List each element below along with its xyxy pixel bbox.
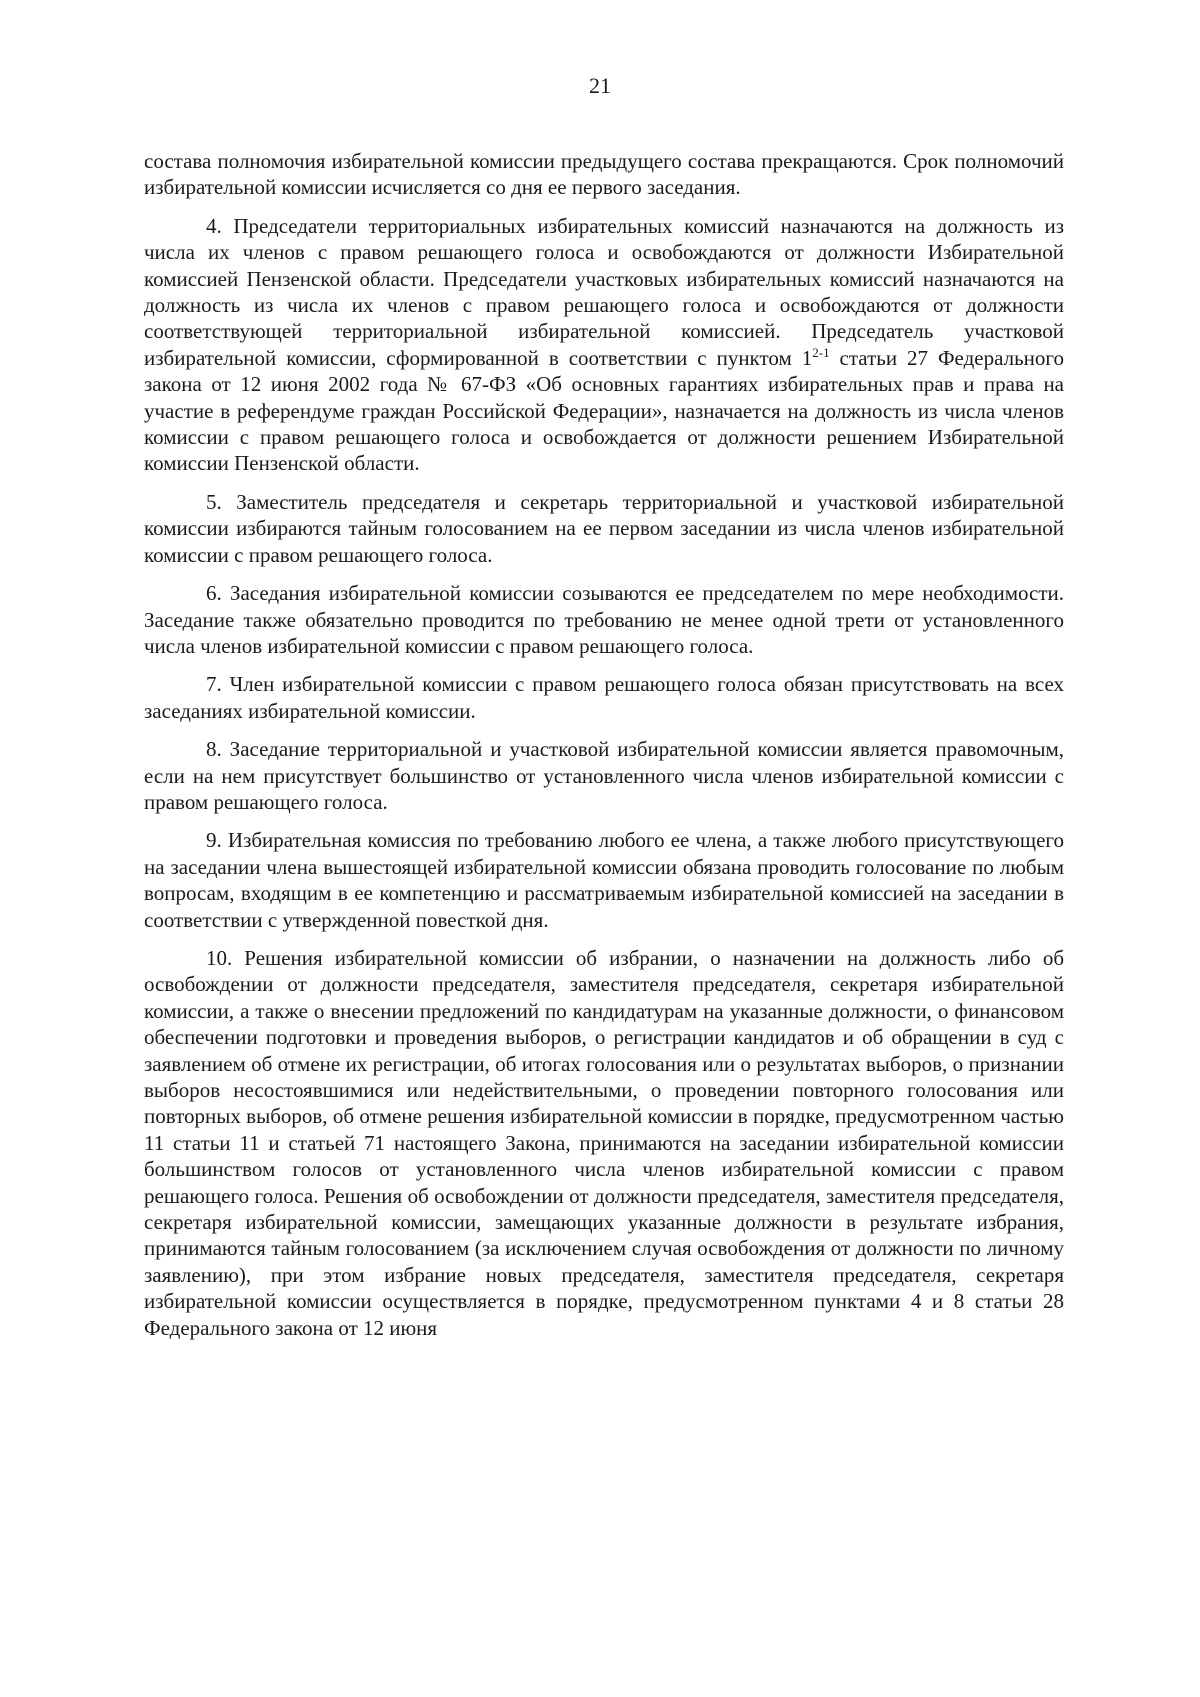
paragraph-4-text-start: 4. Председатели территориальных избирательных комиссий назначаются на должность из числа их членов с правом решающего голоса и освобождаются от должности Избирательной комиссией Пензенской области. Председатели участковых избирательных комиссий назначаются на должность из числа их членов с правом решающего голоса и освобождаются от должности соответствующей территориальной избирательной комиссией. Председатель участковой избирательной комиссии, сформированной в соответствии с пунктом 1: [144, 213, 1064, 370]
paragraph-4: [144, 213, 1064, 477]
paragraph-continuation: состава полномочия избирательной комиссии предыдущего состава прекращаются. Срок полномочий избирательной комиссии исчисляется со дня ее первого заседания.: [144, 149, 1064, 200]
page-number: 21: [589, 73, 611, 98]
paragraph-5: 5. Заместитель председателя и секретарь территориальной и участковой избирательной комиссии избираются тайным голосованием на ее первом заседании из числа членов избирательной комиссии с правом решающего голоса.: [144, 489, 1064, 567]
paragraph-6: 6. Заседания избирательной комиссии созываются ее председателем по мере необходимости. Заседание также обязательно проводится по требованию не менее одной трети от установленного числа членов избирательной комиссии с правом решающего голоса.: [144, 581, 1064, 658]
paragraph-4-text-end: статьи 27 Федерального закона от 12 июня 2002 года № 67-ФЗ «Об основных гарантиях избирательных прав и права на участие в референдуме граждан Российской Федерации», назначается на должность из числа членов комиссии с правом решающего голоса и освобождается от должности решением Избирательной комиссии Пензенской области.: [144, 345, 1064, 476]
paragraph-7: 7. Член избирательной комиссии с правом решающего голоса обязан присутствовать на всех заседаниях избирательной комиссии.: [144, 672, 1064, 723]
document-body: [144, 148, 1064, 1341]
paragraph-10: 10. Решения избирательной комиссии об избрании, о назначении на должность либо об освобождении от должности председателя, заместителя председателя, секретаря избирательной комиссии, а также о внесении предложений по кандидатурам на указанные должности, о финансовом обеспечении подготовки и проведения выборов, о регистрации кандидатов и об обращении в суд с заявлением об отмене их регистрации, об итогах голосования или о результатах выборов, о признании выборов несостоявшимися или недействительными, о проведении повторного голосования или повторных выборов, об отмене решения избирательной комиссии в порядке, предусмотренном частью 11 статьи 11 и статьей 71 настоящего Закона, принимаются на заседании избирательной комиссии большинством голосов от установленного числа членов избирательной комиссии с правом решающего голоса. Решения об освобождении от должности председателя, заместителя председателя, секретаря избирательной комиссии, замещающих указанные должности в результате избрания, принимаются тайным голосованием (за исключением случая освобождения от должности по личному заявлению), при этом избрание новых председателя, заместителя председателя, секретаря избирательной комиссии осуществляется в порядке, предусмотренном пунктами 4 и 8 статьи 28 Федерального закона от 12 июня: [144, 945, 1064, 1340]
paragraph-4-superscript: 2-1: [812, 344, 830, 360]
paragraph-9: 9. Избирательная комиссия по требованию любого ее члена, а также любого присутствующего на заседании члена вышестоящей избирательной комиссии обязана проводить голосование по любым вопросам, входящим в ее компетенцию и рассматриваемым избирательной комиссией на заседании в соответствии с утвержденной повесткой дня.: [144, 828, 1064, 932]
paragraph-8: 8. Заседание территориальной и участковой избирательной комиссии является правомочным, если на нем присутствует большинство от установленного числа членов избирательной комиссии с правом решающего голоса.: [144, 737, 1064, 814]
